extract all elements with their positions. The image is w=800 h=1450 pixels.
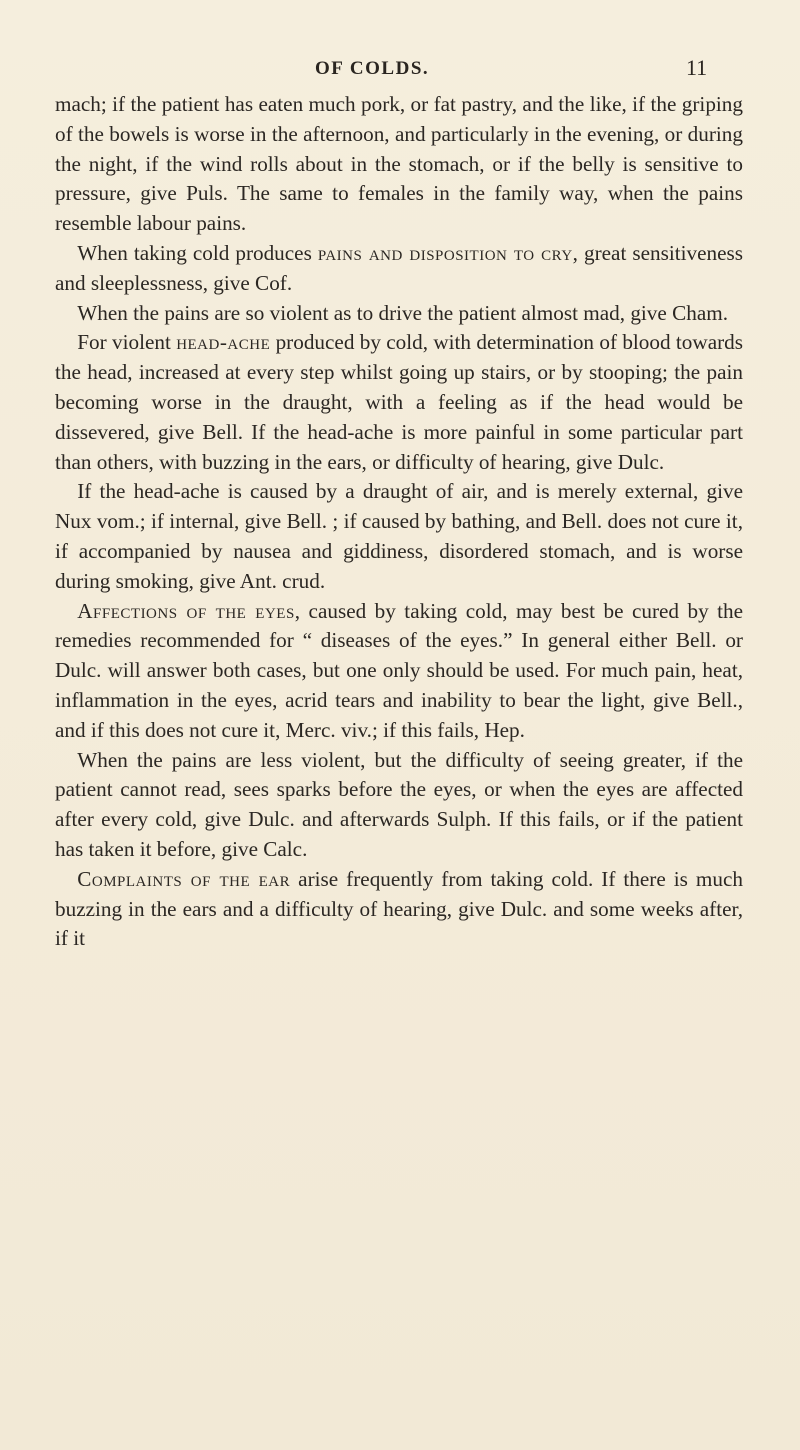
paragraph-text: When the pains are less violent, but the difficulty of seeing greater, if the patient cannot read, sees sparks before the eyes, or when the eyes are affected after every cold, give Dulc. and afterwards Sulph. If this fails, or if the patient has taken it before, give Calc.: [55, 747, 743, 861]
page-number: 11: [686, 55, 708, 80]
small-caps-term: Complaints of the ear: [77, 866, 291, 891]
paragraph-text: If the head-ache is caused by a draught of air, and is merely external, give Nux vom.; if internal, give Bell. ; if caused by bathing, and Bell. does not cure it, if accompanied by nausea and giddiness, disordered stomach, and is worse during smoking, give Ant. crud.: [55, 479, 743, 593]
paragraph-text: , great sensitiveness and sleeplessness, give Cof.: [55, 240, 743, 295]
paragraph-text: arise frequently from taking cold. If there is much buzzing in the ears and a difficulty of hearing, give Dulc. and some weeks after, if it: [55, 866, 744, 951]
paragraph: [55, 597, 743, 746]
paragraph-text: For violent: [77, 330, 177, 355]
small-caps-term: head-ache: [176, 330, 271, 355]
paragraph: [55, 865, 743, 954]
paragraph: [55, 239, 743, 299]
paragraph-text: When the pains are so violent as to drive the patient almost mad, give Cham.: [77, 300, 729, 325]
paragraph-text: produced by cold, with determination of blood towards the head, increased at every step whilst going up stairs, or by stooping; the pain becoming worse in the draught, with a feeling as if the head would be dissevered, give Bell. If the head-ache is more painful in some particular part than others, with buzzing in the ears, or difficulty of hearing, give Dulc.: [55, 330, 743, 474]
paragraph: [55, 746, 743, 865]
paragraph: [55, 328, 743, 477]
paragraph-text: , caused by taking cold, may best be cured by the remedies recommended for “ diseases of the eyes.” In general either Bell. or Dulc. will answer both cases, but one only should be used. For much pain, heat, inflammation in the eyes, acrid tears and inability to bear the light, give Bell., and if this does not cure it, Merc. viv.; if this fails, Hep.: [55, 598, 744, 742]
body-text: [55, 90, 743, 954]
paragraph-text: When taking cold produces: [77, 240, 318, 265]
small-caps-term: pains and disposition to cry: [317, 240, 573, 265]
page-header: [0, 55, 800, 88]
paragraph: [55, 477, 743, 596]
small-caps-term: Affections of the eyes: [77, 598, 295, 623]
paragraph-text: mach; if the patient has eaten much pork, or fat pastry, and the like, if the griping of the bowels is worse in the afternoon, and particularly in the evening, or during the night, if the wind rolls about in the stomach, or if the belly is sensitive to pressure, give Puls. The same to females in the family way, when the pains resemble labour pains.: [55, 92, 743, 236]
running-title: OF COLDS.: [315, 58, 430, 79]
paragraph: [55, 90, 743, 239]
paragraph: [55, 299, 743, 329]
